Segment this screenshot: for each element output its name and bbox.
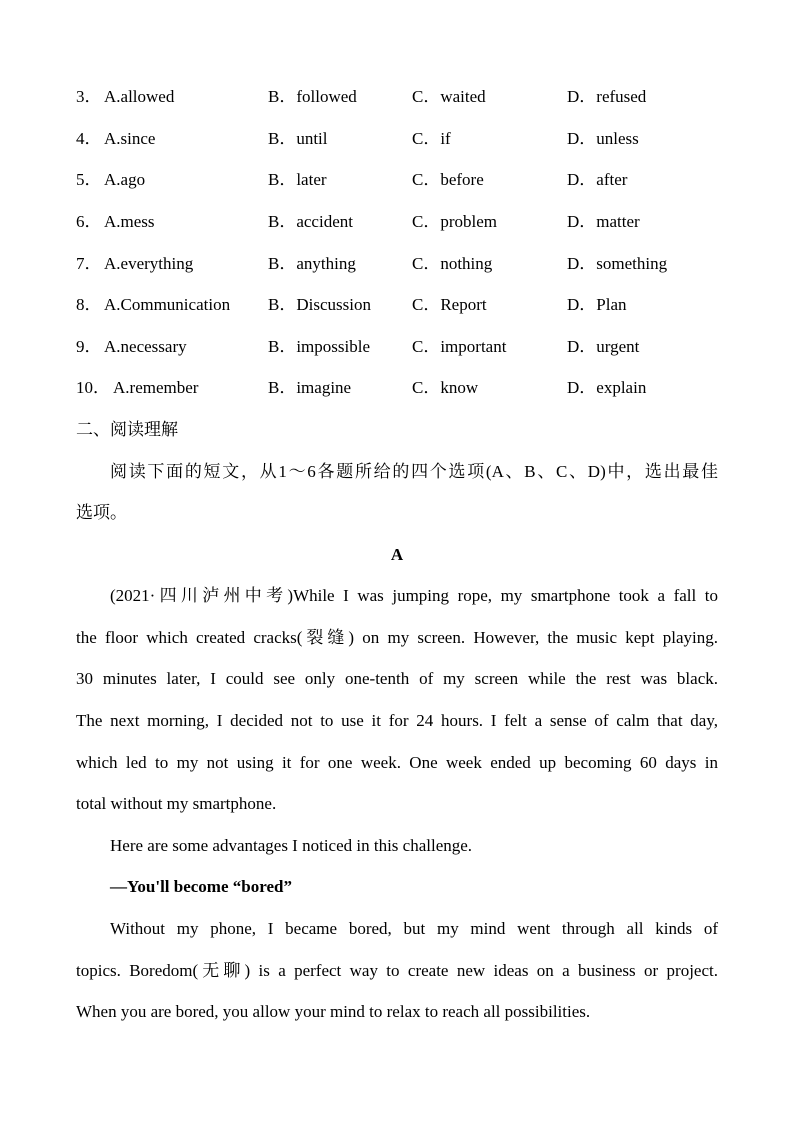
option-c: C．Report (412, 295, 487, 314)
option-a-text: A.mess (104, 212, 155, 231)
option-b: B．until (268, 129, 328, 148)
option-b: B．anything (268, 254, 356, 273)
paragraph1-line-5: which led to my not using it for one week. One week ended up becoming 60 days in (76, 753, 718, 772)
option-a-text: A.remember (113, 378, 199, 397)
option-c: C．before (412, 170, 484, 189)
option-a-text: A.necessary (104, 337, 187, 356)
option-b: B．imagine (268, 378, 352, 397)
question-row-5 (0, 168, 794, 192)
option-c: C．waited (412, 87, 486, 106)
question-row-4 (0, 127, 794, 151)
instructions-line-2: 选项。 (76, 503, 127, 522)
paragraph3-line-1: Without my phone, I became bored, but my mind went through all kinds of (110, 919, 718, 938)
question-number: 4． (76, 129, 102, 148)
option-a-text: A.ago (104, 170, 146, 189)
question-row-9 (0, 335, 794, 359)
option-d: D．refused (567, 87, 647, 106)
option-b: B．accident (268, 212, 353, 231)
paragraph1-line-2: the floor which created cracks(裂缝) on my screen. However, the music kept playing. (76, 628, 718, 647)
option-d: D．matter (567, 212, 640, 231)
instructions-line-1: 阅读下面的短文，从1～6各题所给的四个选项(A、B、C、D)中，选出最佳 (110, 462, 718, 481)
question-number: 8． (76, 295, 102, 314)
option-a-text: A.Communication (104, 295, 231, 314)
paragraph1-line-3: 30 minutes later, I could see only one-tenth of my screen while the rest was black. (76, 669, 718, 688)
option-d: D．explain (567, 378, 647, 397)
question-number: 6． (76, 212, 102, 231)
paragraph1-line-4: The next morning, I decided not to use it for 24 hours. I felt a sense of calm that day, (76, 711, 718, 730)
option-d: D．Plan (567, 295, 627, 314)
option-c: C．important (412, 337, 507, 356)
option-b: B．later (268, 170, 327, 189)
question-number: 5． (76, 170, 102, 189)
option-d: D．unless (567, 129, 639, 148)
option-a-text: A.since (104, 129, 156, 148)
question-row-7 (0, 252, 794, 276)
paragraph3-line-2: topics. Boredom(无聊) is a perfect way to create new ideas on a business or project. (76, 961, 718, 980)
option-a-text: A.allowed (104, 87, 175, 106)
question-number: 9． (76, 337, 102, 356)
section-title: 二、阅读理解 (76, 420, 178, 439)
option-d: D．urgent (567, 337, 640, 356)
subheading: —You'll become “bored” (110, 877, 292, 896)
question-row-8 (0, 293, 794, 317)
option-b: B．impossible (268, 337, 371, 356)
option-b: B．followed (268, 87, 357, 106)
question-number: 10． (76, 378, 110, 397)
paragraph3-line-3: When you are bored, you allow your mind to relax to reach all possibilities. (76, 1002, 591, 1021)
option-c: C．problem (412, 212, 497, 231)
question-row-10 (0, 376, 794, 400)
question-row-3 (0, 85, 794, 109)
question-number: 7． (76, 254, 102, 273)
passage-heading: A (390, 545, 404, 564)
option-c: C．know (412, 378, 479, 397)
option-d: D．something (567, 254, 668, 273)
option-b: B．Discussion (268, 295, 371, 314)
paragraph2: Here are some advantages I noticed in this challenge. (110, 836, 473, 855)
question-row-6 (0, 210, 794, 234)
option-a-text: A.everything (104, 254, 194, 273)
option-c: C．nothing (412, 254, 493, 273)
paragraph1-line-6: total without my smartphone. (76, 794, 277, 813)
paragraph1-line-1: (2021·四川泸州中考)While I was jumping rope, my smartphone took a fall to (110, 586, 718, 605)
option-d: D．after (567, 170, 628, 189)
option-c: C．if (412, 129, 451, 148)
option-a: 3． (76, 87, 102, 106)
